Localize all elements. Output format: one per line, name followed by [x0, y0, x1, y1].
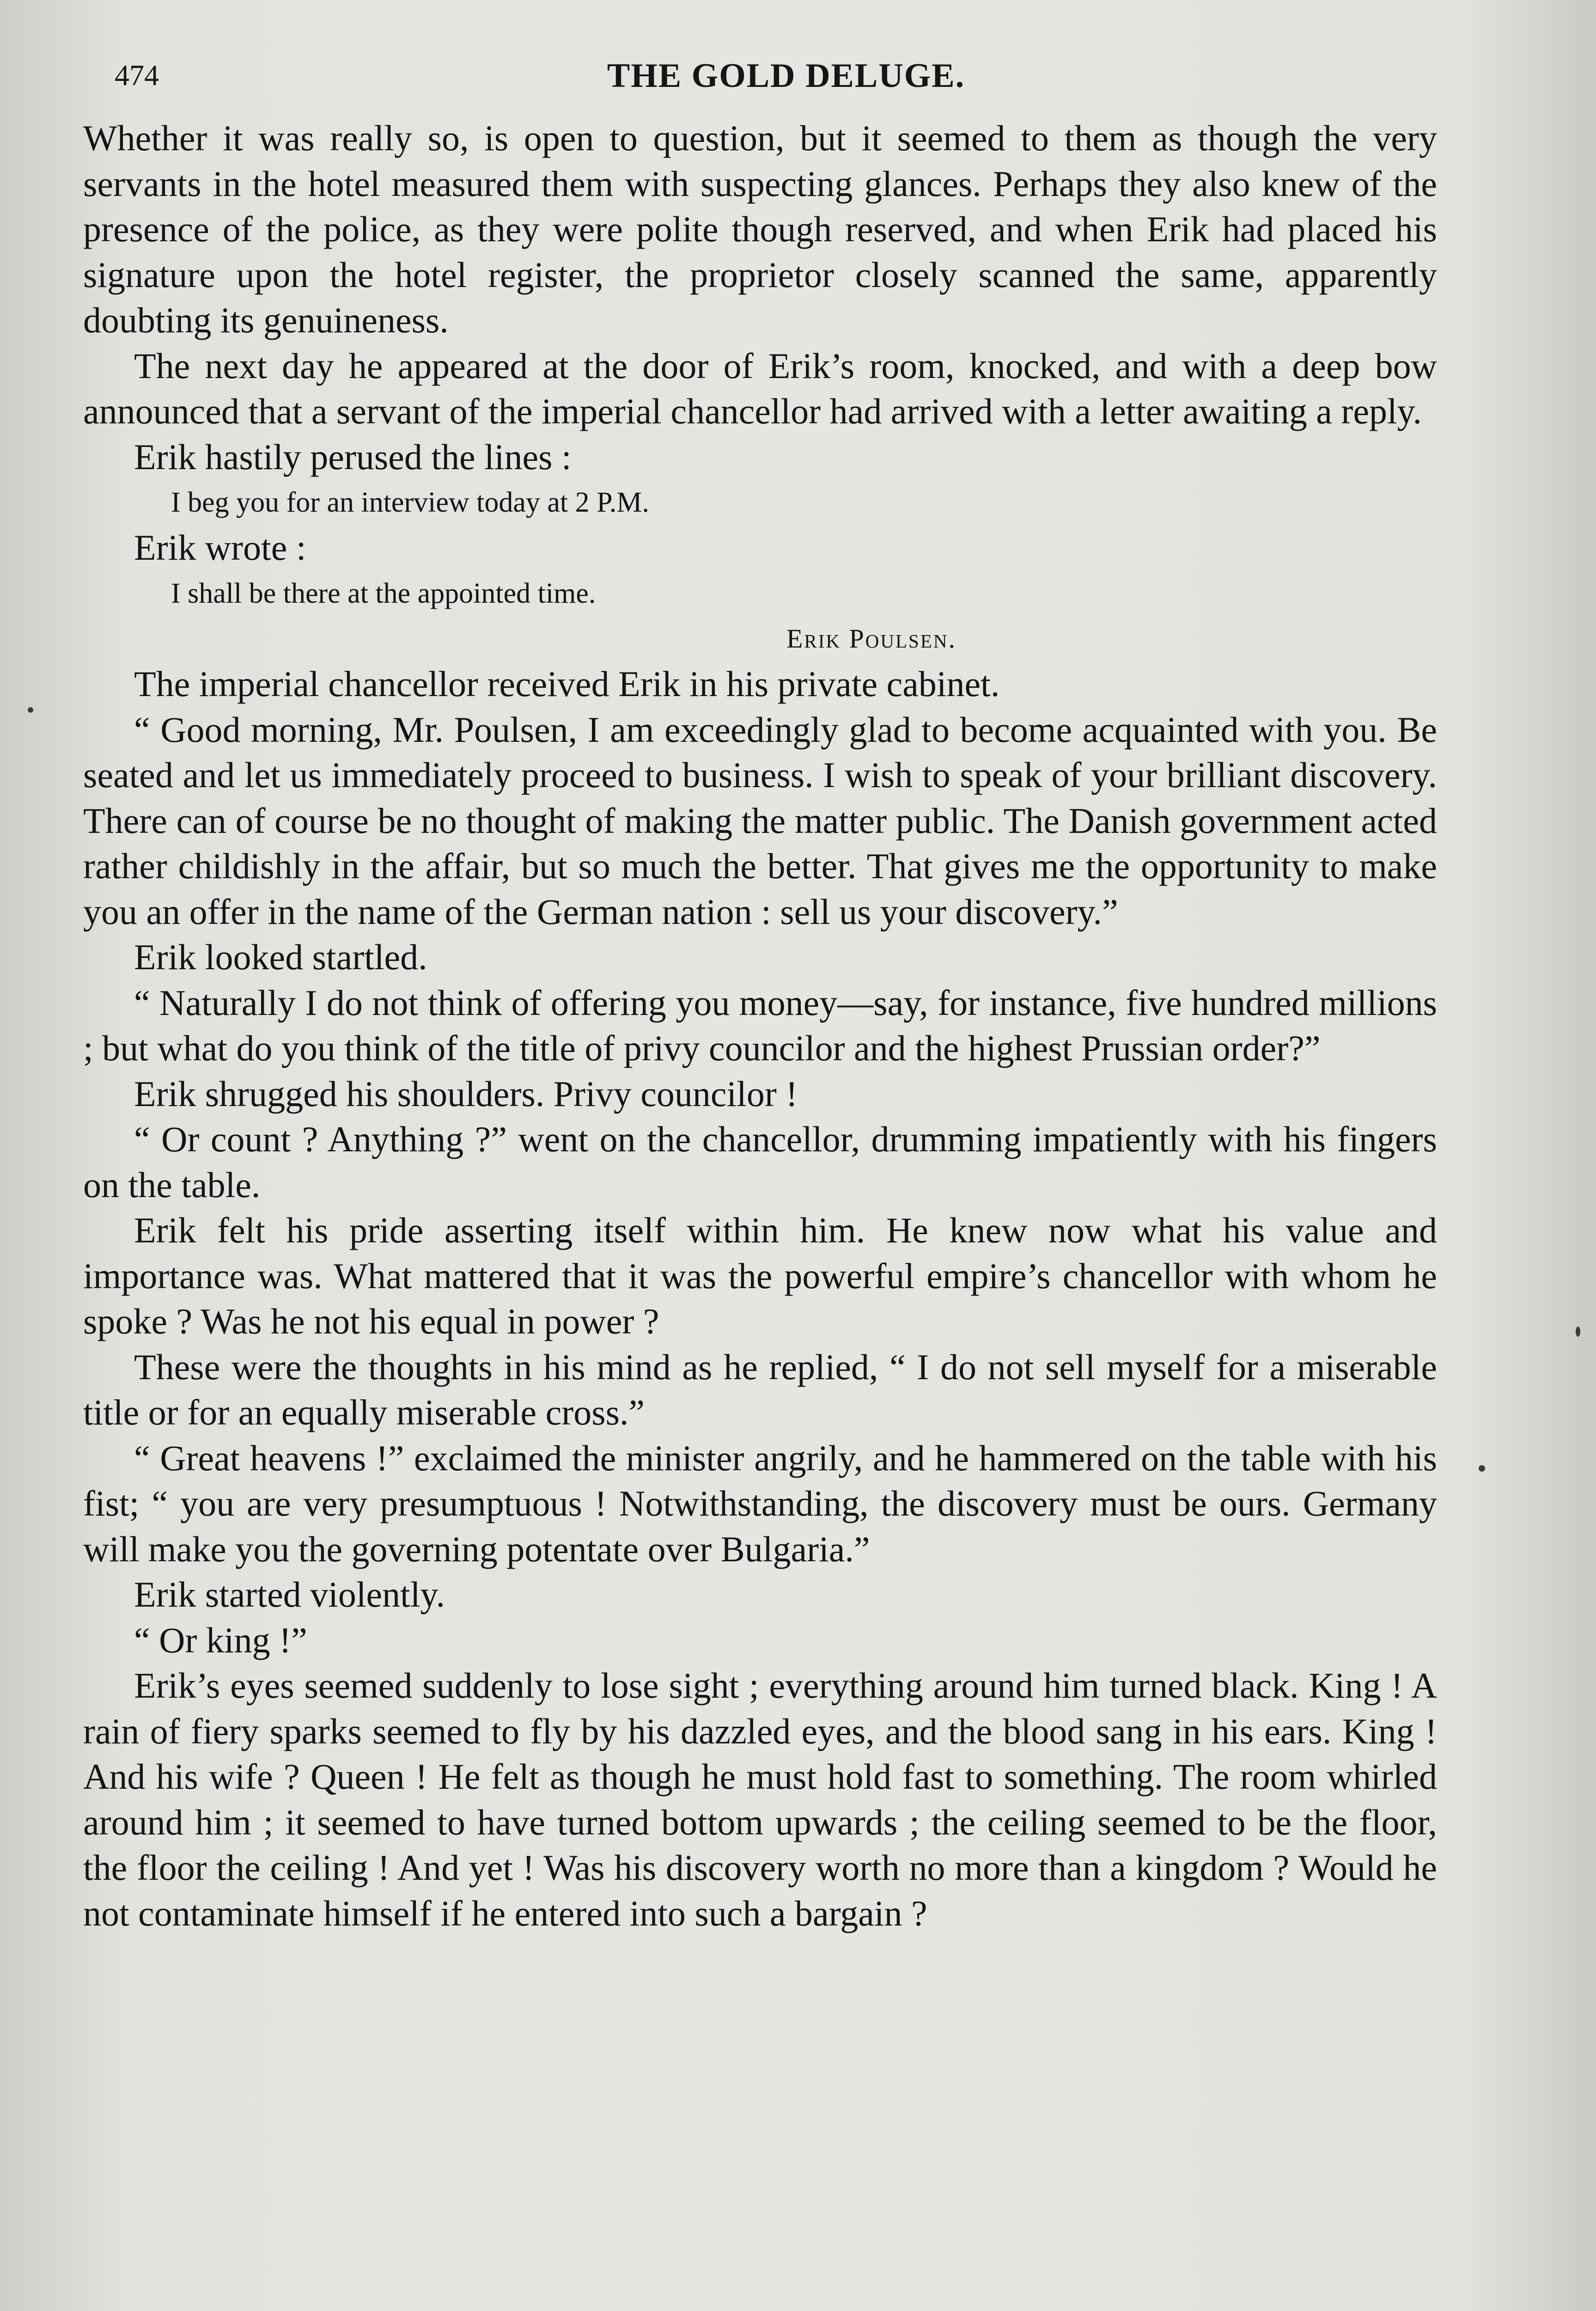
- print-speck: [28, 707, 33, 713]
- paragraph: “ Or count ? Anything ?” went on the chancellor, drumming impatiently with his fingers on the table.: [83, 1119, 1437, 1205]
- paragraph: Erik shrugged his shoulders. Privy councilor !: [134, 1073, 798, 1114]
- letter-signature: Erik Poulsen.: [786, 623, 956, 654]
- print-speck: [1576, 1327, 1580, 1337]
- page-number: 474: [115, 59, 159, 92]
- letter-text: I beg you for an interview today at 2 P.M.: [171, 487, 649, 518]
- paragraph: The next day he appeared at the door of Erik’s room, knocked, and with a deep bow announced that a servant of the imperial chancellor had arrived with a letter awaiting a reply.: [83, 345, 1437, 431]
- paragraph: Whether it was really so, is open to question, but it seemed to them as though the very servants in the hotel measured them with suspecting glances. Perhaps they also knew of the presence of the police, as they were polite though reserved, and when Erik had placed his signature upon the hotel register, the proprietor closely scanned the same, apparently doubting its genuineness.: [83, 118, 1437, 340]
- paragraph: Erik wrote :: [134, 527, 306, 568]
- running-title: THE GOLD DELUGE.: [607, 57, 965, 95]
- paragraph: Erik hastily perused the lines :: [134, 436, 572, 477]
- letter-text: I shall be there at the appointed time.: [171, 577, 596, 609]
- paragraph: “ Great heavens !” exclaimed the minister angrily, and he hammered on the table with his fist; “ you are very presumptuous ! Notwithstanding, the discovery must be ours. Germany will make you the governing potentate over Bulgaria.”: [83, 1437, 1437, 1569]
- paragraph: “ Naturally I do not think of offering you money—say, for instance, five hundred millions ; but what do you think of the title of privy councilor and the highest Prussian order?”: [83, 982, 1437, 1068]
- paragraph: “ Or king !”: [134, 1620, 307, 1660]
- page-header: [115, 52, 1457, 107]
- body-text: [83, 116, 1437, 1936]
- paragraph: “ Good morning, Mr. Poulsen, I am exceedingly glad to become acquainted with you. Be seated and let us immediately proceed to business. I wish to speak of your brilliant discovery. There can of course be no thought of making the matter public. The Danish government acted rather childishly in the affair, but so much the better. That gives me the opportunity to make you an offer in the name of the German nation : sell us your discovery.”: [83, 709, 1437, 932]
- paragraph: Erik started violently.: [134, 1574, 445, 1614]
- paragraph: These were the thoughts in his mind as he replied, “ I do not sell myself for a miserable title or for an equally miserable cross.”: [83, 1346, 1437, 1432]
- paragraph: Erik looked startled.: [134, 937, 427, 977]
- print-speck: [1479, 1465, 1485, 1472]
- paragraph: Erik felt his pride asserting itself within him. He knew now what his value and importance was. What mattered that it was the powerful empire’s chancellor with whom he spoke ? Was he not his equal in power ?: [83, 1210, 1437, 1341]
- paragraph: The imperial chancellor received Erik in his private cabinet.: [134, 664, 1000, 704]
- paragraph: Erik’s eyes seemed suddenly to lose sight ; everything around him turned black. King ! A rain of fiery sparks seemed to fly by his dazzled eyes, and the blood sang in his ears. King ! And his wife ? Queen ! He felt as though he must hold fast to something. The room whirled around him ; it seemed to have turned bottom upwards ; the ceiling seemed to be the floor, the floor the ceiling ! And yet ! Was his discovery worth no more than a kingdom ? Would he not contaminate himself if he entered into such a bargain ?: [83, 1665, 1437, 1933]
